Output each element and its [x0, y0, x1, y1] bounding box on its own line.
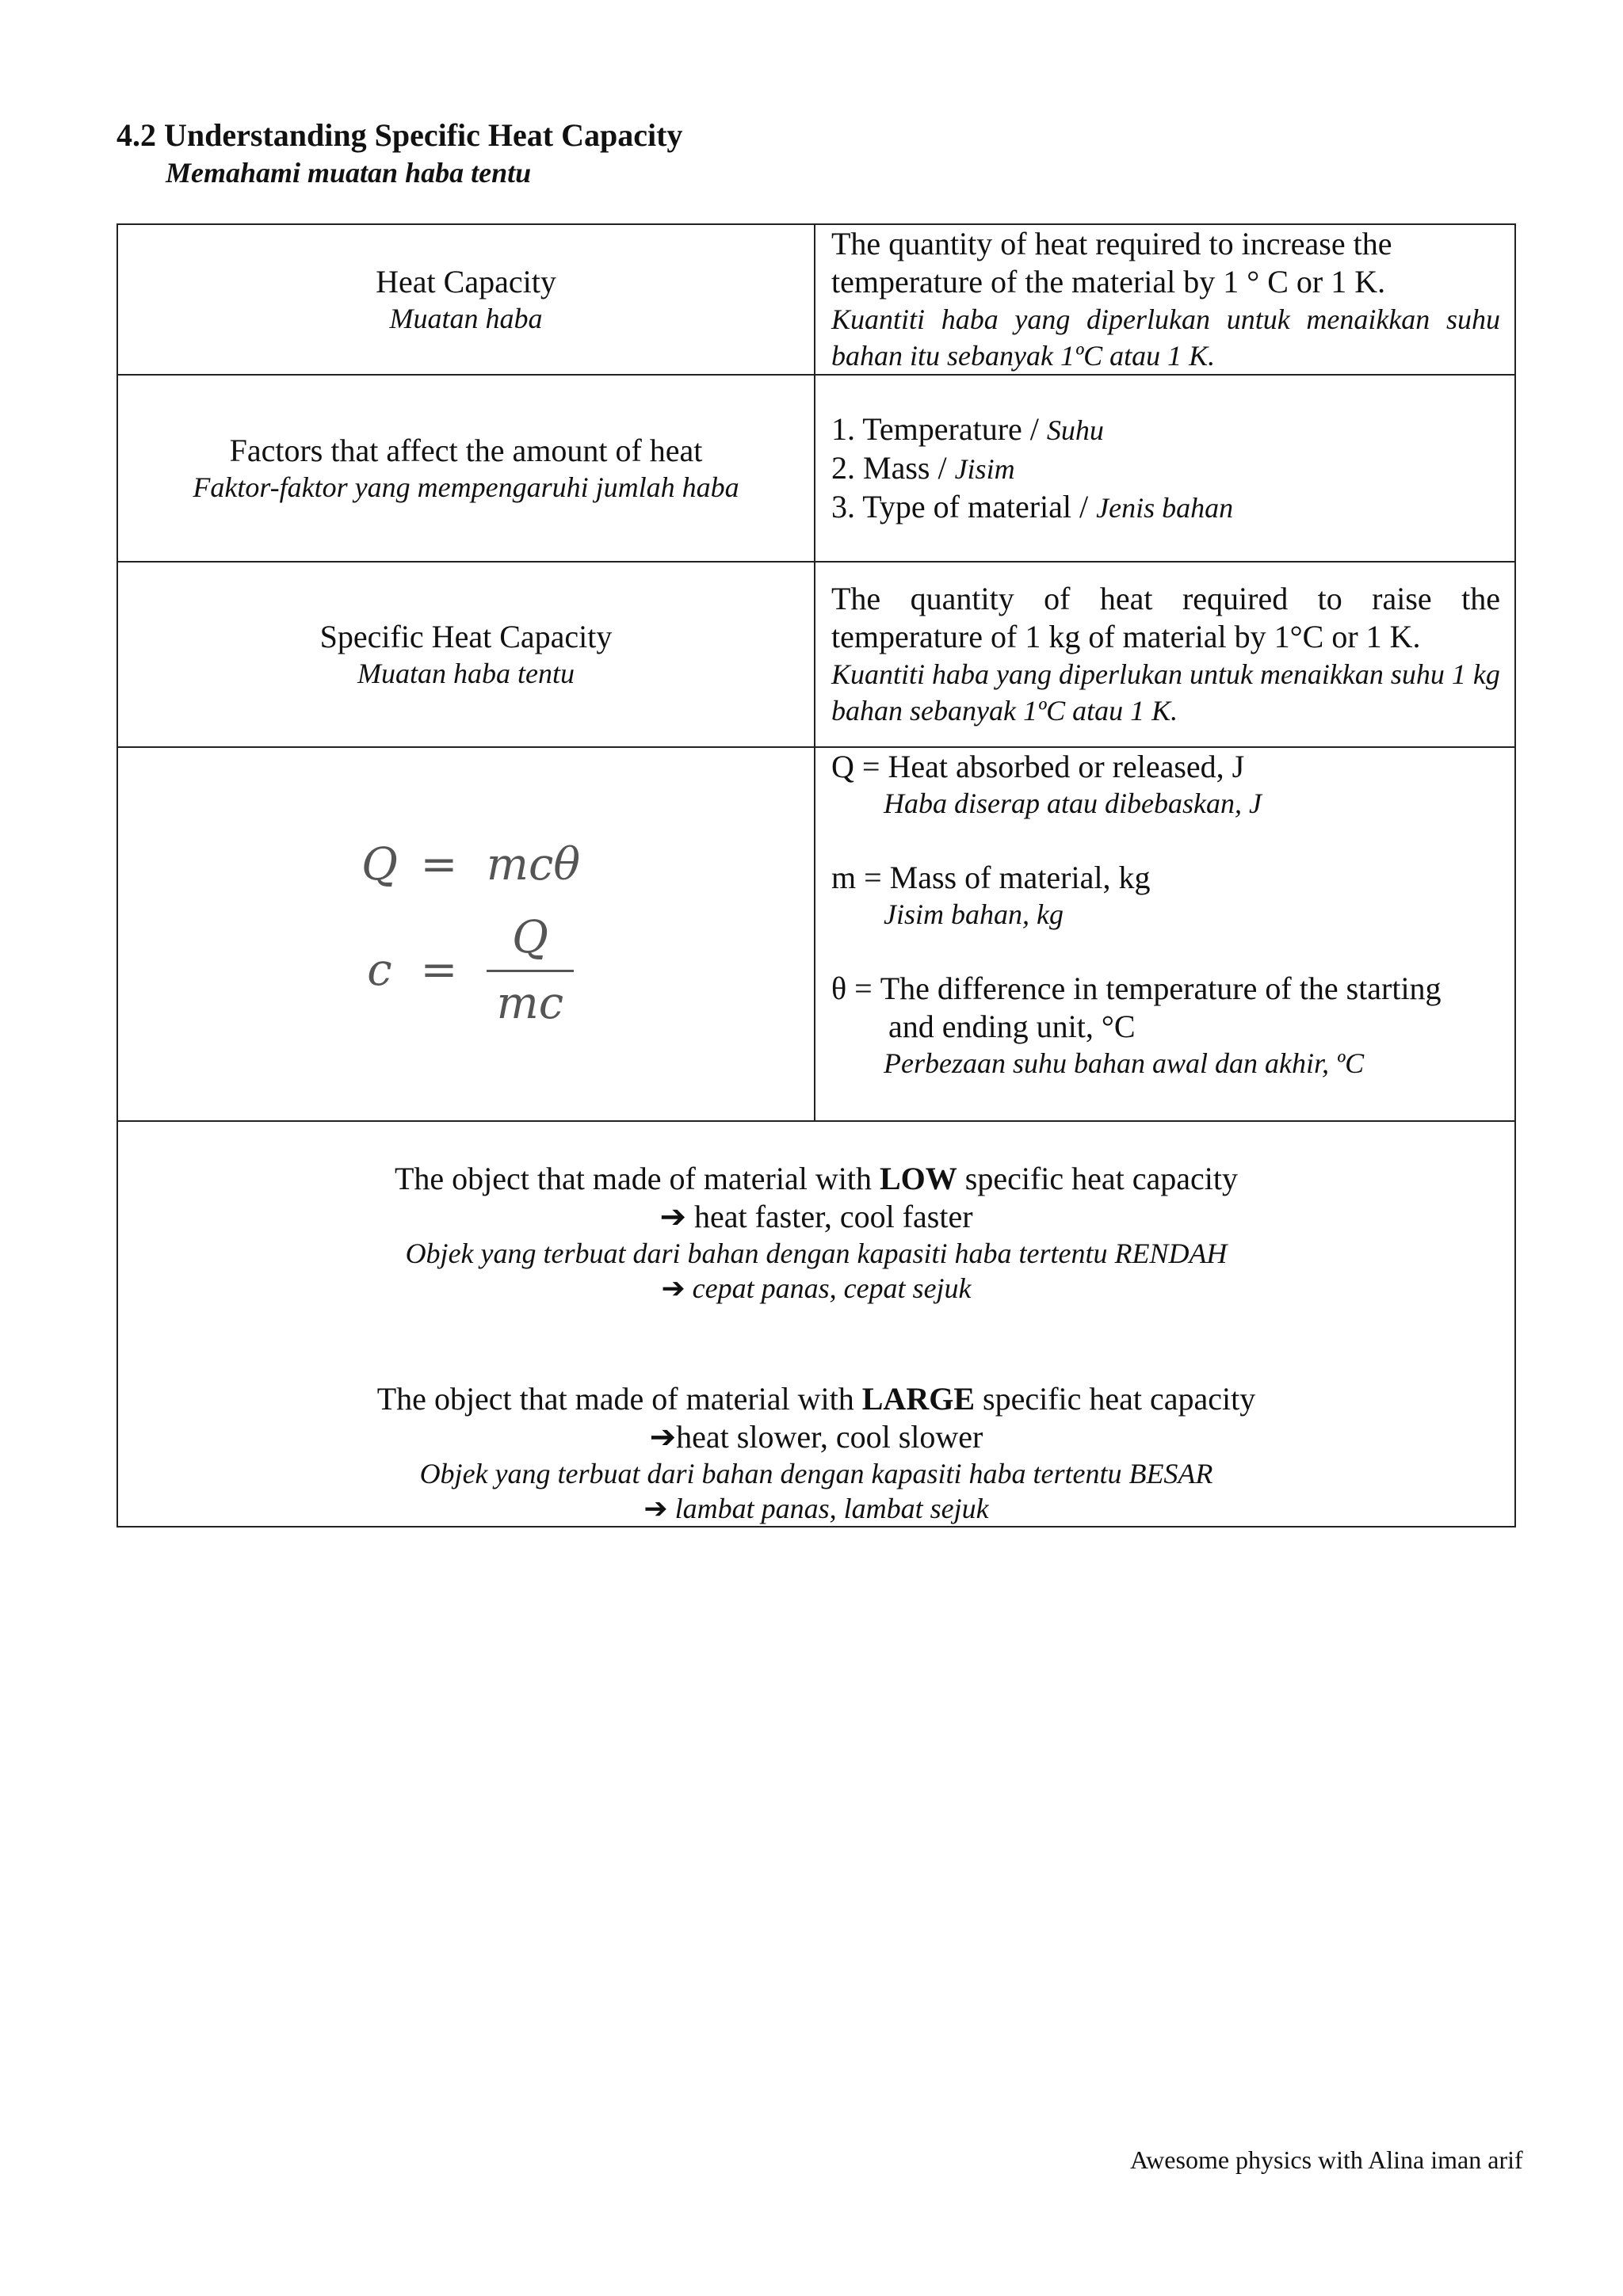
formula-symbols-cell	[815, 747, 1515, 1121]
row-formula	[117, 747, 1515, 1121]
notes-table	[116, 223, 1516, 1527]
summary-low	[118, 1160, 1514, 1198]
specific-heat-term-ms: Muatan haba tentu	[357, 658, 575, 689]
summary-large-result-text: heat slower, cool slower	[676, 1419, 983, 1455]
summary-large-result	[118, 1418, 1514, 1456]
factor-item-ms: Jisim	[954, 452, 1015, 485]
symbol-theta: θ = The difference in temperature of the starting	[831, 971, 1442, 1006]
factor-item	[831, 488, 1500, 527]
heat-capacity-term-cell	[117, 224, 815, 375]
formula-lhs: c	[367, 944, 392, 996]
spacer	[831, 821, 1500, 859]
heat-capacity-definition-ms: Kuantiti haba yang diperlukan untuk menaikkan suhu bahan itu sebanyak 1ºC atau 1 K.	[831, 303, 1500, 372]
formula-equation-2	[352, 911, 580, 1029]
summary-low-keyword: LOW	[879, 1161, 957, 1196]
factor-item-en: 2. Mass /	[831, 449, 955, 486]
factors-term-ms: Faktor-faktor yang mempengaruhi jumlah haba	[193, 471, 739, 503]
symbol-theta-continued: and ending unit, °C	[888, 1009, 1136, 1044]
row-factors	[117, 375, 1515, 562]
summary-cell	[117, 1121, 1515, 1527]
page-title: 4.2 Understanding Specific Heat Capacity	[116, 117, 683, 153]
arrow-icon: ➔	[643, 1493, 668, 1524]
formula-equals: =	[420, 838, 458, 891]
specific-heat-definition-ms: Kuantiti haba yang diperlukan untuk menaikkan suhu 1 kg bahan sebanyak 1ºC atau 1 K.	[831, 658, 1500, 727]
footer-credit: Awesome physics with Alina iman arif	[1130, 2145, 1523, 2174]
row-specific-heat	[117, 562, 1515, 747]
summary-low-ms: Objek yang terbuat dari bahan dengan kapasiti haba tertentu RENDAH	[405, 1238, 1228, 1269]
factor-item-ms: Jenis bahan	[1096, 491, 1234, 524]
arrow-icon: ➔	[649, 1419, 677, 1455]
arrow-icon: ➔	[659, 1199, 686, 1234]
heat-capacity-definition: The quantity of heat required to increase the temperature of the material by 1 ° C or 1 K.	[831, 226, 1392, 299]
summary-low-result-ms-text: cepat panas, cepat sejuk	[685, 1272, 972, 1304]
specific-heat-definition-cell	[815, 562, 1515, 747]
formula-equation-1	[352, 838, 581, 891]
spacer	[831, 932, 1500, 970]
symbol-q-ms: Haba diserap atau dibebaskan, J	[884, 788, 1262, 819]
symbol-q: Q = Heat absorbed or released, J	[831, 749, 1245, 784]
factor-item-en: 1. Temperature /	[831, 410, 1047, 447]
spacer	[118, 1122, 1514, 1160]
symbol-theta-ms: Perbezaan suhu bahan awal dan akhir, ºC	[884, 1047, 1365, 1079]
fraction-denominator: mc	[496, 977, 564, 1029]
formula-cell	[117, 747, 815, 1121]
symbol-m: m = Mass of material, kg	[831, 860, 1151, 895]
summary-low-post: specific heat capacity	[957, 1161, 1239, 1196]
symbol-m-ms: Jisim bahan, kg	[884, 898, 1064, 930]
specific-heat-definition: The quantity of heat required to raise the temperature of 1 kg of material by 1°C or 1 K.	[831, 581, 1500, 654]
specific-heat-term: Specific Heat Capacity	[319, 619, 613, 654]
row-summary	[117, 1121, 1515, 1527]
summary-large	[118, 1380, 1514, 1418]
factor-item-ms: Suhu	[1046, 414, 1104, 446]
summary-large-post: specific heat capacity	[975, 1381, 1256, 1417]
formula-equals: =	[420, 944, 458, 996]
summary-low-pre: The object that made of material with	[394, 1161, 880, 1196]
fraction-numerator: Q	[511, 911, 548, 963]
summary-large-pre: The object that made of material with	[376, 1381, 862, 1417]
factor-item	[831, 410, 1500, 449]
spacer	[118, 1306, 1514, 1380]
formula-lhs: Q	[361, 838, 398, 891]
factors-term-cell	[117, 375, 815, 562]
summary-large-ms: Objek yang terbuat dari bahan dengan kapasiti haba tertentu BESAR	[419, 1458, 1213, 1489]
summary-large-keyword: LARGE	[861, 1381, 975, 1417]
formula-fraction	[487, 911, 574, 1029]
formula-rhs: mcθ	[486, 838, 581, 891]
heat-capacity-term: Heat Capacity	[376, 264, 556, 299]
summary-large-result-ms-text: lambat panas, lambat sejuk	[667, 1493, 989, 1524]
factors-term: Factors that affect the amount of heat	[229, 433, 703, 468]
factor-item	[831, 449, 1500, 488]
page-subtitle: Memahami muatan haba tentu	[166, 157, 532, 189]
summary-low-result	[118, 1198, 1514, 1236]
summary-low-result-ms	[118, 1271, 1514, 1306]
formula-wrap	[118, 838, 814, 1029]
specific-heat-term-cell	[117, 562, 815, 747]
summary-large-result-ms	[118, 1491, 1514, 1526]
row-heat-capacity	[117, 224, 1515, 375]
heat-capacity-definition-cell	[815, 224, 1515, 375]
factor-item-en: 3. Type of material /	[831, 488, 1097, 524]
summary-low-result-text: heat faster, cool faster	[685, 1199, 973, 1234]
arrow-icon: ➔	[661, 1272, 685, 1304]
factors-list-cell	[815, 375, 1515, 562]
formula	[352, 838, 581, 1029]
page-heading	[116, 116, 682, 190]
heat-capacity-term-ms: Muatan haba	[389, 303, 543, 334]
